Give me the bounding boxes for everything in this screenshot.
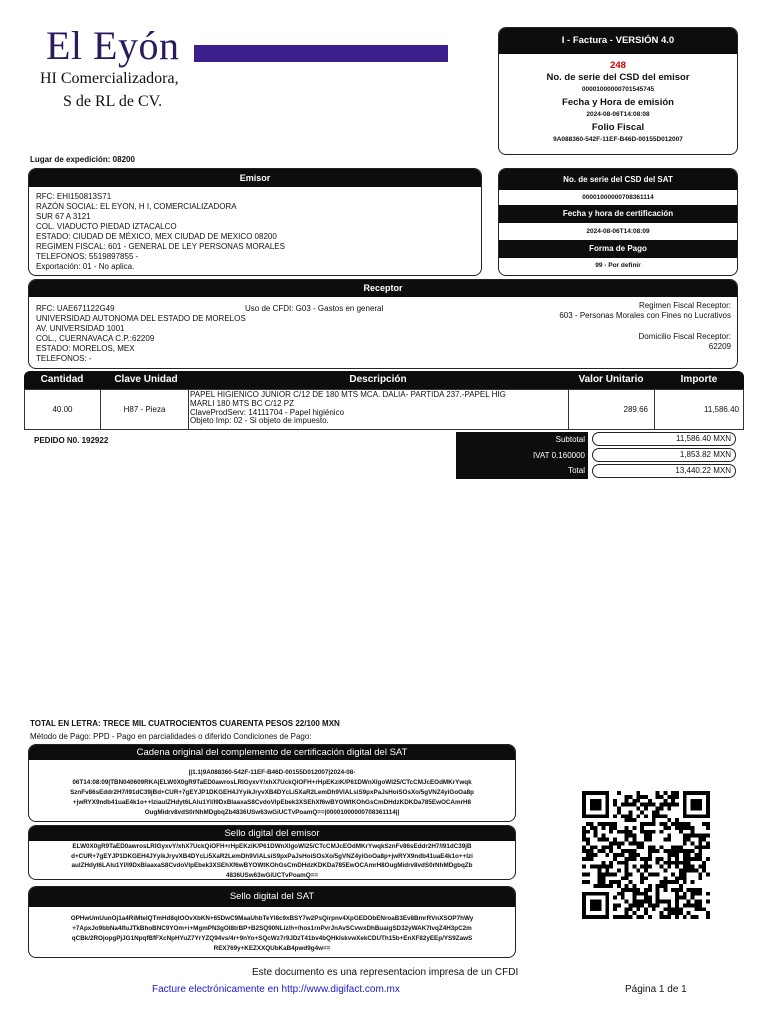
sello-sat-line: REX769y+KEZXXQUbKaB4pwd9g4w== xyxy=(213,945,331,952)
receptor-line: TELEFONOS: - xyxy=(36,354,92,363)
total-label: Subtotal xyxy=(555,435,585,444)
total-value: 11,586.40 MXN xyxy=(592,432,736,446)
sello-sat-line: OPHwUmUunOj1a4RiMteIQTmHd8qIOOvXbKN+65DwC9MaaUhbTeYl8c9xBSY7w2PsQirpnv4XpGEDObENroaB3Ev8BmrRVnXSOP7hWy xyxy=(70,915,474,922)
folio-fiscal-label: Folio Fiscal xyxy=(591,122,645,133)
emisor-line: REGIMEN FISCAL: 601 - GENERAL DE LEY PERSONAS MORALES xyxy=(36,242,285,251)
logo-accent-bar xyxy=(194,45,448,62)
cadena-title: Cadena original del complemento de certificación digital del SAT xyxy=(29,745,515,760)
row-descripcion xyxy=(189,390,569,429)
sello-sat-box xyxy=(28,886,516,958)
invoice-header-box xyxy=(498,27,738,155)
desc-line: Objeto Imp: 02 - Si objeto de impuesto. xyxy=(190,416,329,426)
col-importe: Importe xyxy=(680,374,718,385)
desc-line: MARLI 180 MTS BC C/12 PZ xyxy=(190,398,295,408)
cadena-line: 06T14:08:09|TBN040609RKA|ELW0X0gR9TaED0awrosLRIGyxvY/xhX7UckQiOFH+rHpEKziK/P61DWnXlgoWI25/CTcCMJcEOdMKrYwqk xyxy=(72,779,472,786)
sello-sat-title: Sello digital del SAT xyxy=(29,887,515,907)
sello-sat-text xyxy=(29,907,515,954)
emisor-title: Emisor xyxy=(29,169,481,187)
desc-line: PAPEL HIGIENICO JUNIOR C/12 DE 180 MTS MCA. DALIA- PARTIDA 237.-PAPEL HIG xyxy=(190,390,506,399)
company-name-line2: S de RL de CV. xyxy=(63,93,163,110)
total-label: IVAT 0.160000 xyxy=(532,450,585,460)
sello-emisor-text xyxy=(29,841,515,880)
emisor-details xyxy=(29,187,481,272)
receptor-box xyxy=(28,279,738,369)
cadena-line: SznFv86sEddr2H7/I91dC39jBd+CUR+7gEYJP1DKGEH4JYyikJryvXB4DYcLi5XaR2LemDh9VIALsiS9pxPaJsHoiSOsXo/5gVNZ4yiGoOa8p xyxy=(70,789,474,796)
total-en-letra: TOTAL EN LETRA: TRECE MIL CUATROCIENTOS CUARENTA PESOS 22/100 MXN xyxy=(30,719,340,728)
emisor-line: TELEFONOS: 5519897855 - xyxy=(36,252,139,261)
row-clave: H87 - Pieza xyxy=(101,390,189,429)
receptor-line: ESTADO: MORELOS, MEX xyxy=(36,344,135,353)
totals-values xyxy=(592,432,736,478)
receptor-title: Receptor xyxy=(29,280,737,297)
sello-sat-line: qCBk/2ROjopgPjJG1NpqfBfFXcNpHYuZ7YrYZQ94vs/4r+9nYo+SQcWz7r9JDzT41bv4bQHkIskvwXekCDUTh15b+EnXF82yEEp/YS9ZawS xyxy=(71,935,473,942)
sello-emisor-title: Sello digital del emisor xyxy=(29,826,515,841)
cadena-text xyxy=(29,760,515,818)
emisor-box xyxy=(28,168,482,276)
desc-line: ClaveProdServ: 14111704 - Papel higiénico xyxy=(190,407,345,417)
company-name-line1: HI Comercializadora, xyxy=(40,70,179,87)
receptor-details xyxy=(36,314,246,364)
items-header xyxy=(24,371,744,389)
emisor-line: SUR 67 A 3121 xyxy=(36,212,91,221)
company-logo-text: El Eyón xyxy=(46,23,180,68)
row-cantidad: 40.00 xyxy=(25,390,101,429)
emisor-line: ESTADO: CIUDAD DE MÉXICO, MEX CIUDAD DE MEXICO 08200 xyxy=(36,232,277,241)
row-importe: 11,586.40 xyxy=(704,405,739,414)
sat-info-box xyxy=(498,168,738,276)
domicilio-label: Domicilio Fiscal Receptor: xyxy=(638,332,731,341)
page-number: Página 1 de 1 xyxy=(625,984,687,995)
regimen-value: 603 - Personas Morales con Fines no Lucrativos xyxy=(559,311,731,320)
row-valor: 289.66 xyxy=(569,390,655,429)
folio-fiscal-value: 9A088360-542F-11EF-B46D-00155D012007 xyxy=(553,136,683,143)
col-cantidad: Cantidad xyxy=(40,374,84,385)
domicilio-value: 62209 xyxy=(708,342,731,351)
lugar-expedicion: Lugar de expedición: 08200 xyxy=(30,155,135,164)
receptor-regimen xyxy=(559,301,731,321)
cadena-line: +jwRYX9ndb41uaE4k1o++IziaulZHdyt6LAlu1Yl/I9DxBlaaxaS8CvdoVlpEbek3XSEhXf6wBYOWtKOhGsCmDHdzKDKDa785EwOCAmrH8 xyxy=(72,799,472,806)
col-clave-unidad: Clave Unidad xyxy=(114,374,178,385)
receptor-line: AV. UNIVERSIDAD 1001 xyxy=(36,324,125,333)
cadena-line: OugMidrv8vdS0rNhMDgbqZb4836USw63wGiUCTvPoamQ==|00001000000708361114|| xyxy=(144,809,400,816)
emisor-line: Exportación: 01 - No aplica. xyxy=(36,262,135,271)
csd-sat-value: 00001000000708361114 xyxy=(582,194,654,201)
receptor-line: UNIVERSIDAD AUTONOMA DEL ESTADO DE MORELOS xyxy=(36,314,246,323)
sello-emisor-line: 4836USw63wGiUCTvPoamQ== xyxy=(225,871,319,879)
receptor-domicilio xyxy=(639,332,731,352)
sello-emisor-line: d+CUR+7gEYJP1DKGEH4JYyikJryvXB4DYcLi5XaR2LemDh9VIALsiS9pxPaJsHoiSOsXo/5gVNZ4yiGoOa8p+jwRYX9ndb41uaE4k1o++Izi xyxy=(71,852,473,860)
sello-sat-line: +7ApxJo9bbNa4lfuJTkBhoBNC9YOm+i+MgmPN3gOI8trBP+B2SQ90NLiz/h+/hos1rnPvrJnAvSCvwxDhBuaigSD32yWAK7IvqZ4H3pC2m xyxy=(72,925,472,932)
footer-link[interactable]: Facture electrónicamente en http://www.digifact.com.mx xyxy=(152,984,400,995)
cert-value: 2024-08-06T14:08:09 xyxy=(586,228,650,235)
regimen-label: Regimen Fiscal Receptor: xyxy=(638,301,731,310)
folio-number: 248 xyxy=(610,60,626,71)
csd-sat-label: No. de serie del CSD del SAT xyxy=(499,169,737,190)
cert-label: Fecha y hora de certificación xyxy=(499,205,737,223)
footer-note: Este documento es una representacion impresa de un CFDI xyxy=(252,967,519,978)
emisor-line: COL. VIADUCTO PIEDAD IZTACALCO xyxy=(36,222,177,231)
csd-emisor-value: 00001000000701545745 xyxy=(581,86,655,93)
sello-emisor-box xyxy=(28,825,516,880)
metodo-pago: Método de Pago: PPD - Pago en parcialidades o diferido Condiciones de Pago: xyxy=(30,732,312,741)
col-descripcion: Descripción xyxy=(349,374,407,385)
fecha-emision-label: Fecha y Hora de emisión xyxy=(562,97,674,108)
col-valor-unitario: Valor Unitario xyxy=(578,374,644,385)
fecha-emision-value: 2024-08-06T14:08:08 xyxy=(586,111,650,118)
pedido-number: PEDIDO N0. 192922 xyxy=(34,436,109,445)
receptor-uso-cfdi: Uso de CFDI: G03 - Gastos en general xyxy=(245,304,384,313)
total-label: Total xyxy=(568,466,585,476)
sello-emisor-line: ELW0X0gR9TaED0awrosLRIGyxvY/xhX7UckQiOFH+rHpEKziK/P61DWnXlgoWI25/CTcCMJcEOdMKrYwqkSznFv86sEddr2H7/I91dC39jB xyxy=(72,843,472,850)
total-value: 1,853.82 MXN xyxy=(592,448,736,462)
table-row xyxy=(24,389,744,430)
cadena-original-box xyxy=(28,744,516,822)
qr-code-icon xyxy=(582,790,710,920)
cadena-line: ||1.1|9A088360-542F-11EF-B46D-00155D012007|2024-08- xyxy=(188,769,356,776)
emisor-line: RAZÓN SOCIAL: EL EYON, H I, COMERCIALIZADORA xyxy=(36,202,237,211)
forma-pago-value: 99 - Por definir xyxy=(595,262,641,269)
sello-emisor-line: aulZHdyt6LAlu1Yl/I9DxBlaaxaS8CvdoVlpEbek3XSEhXf6wBYOWtKOhGsCmDHdzKDKDa785EwOCAmrH8OugMidrv8vdS0rNhMDgbqZb xyxy=(71,862,473,869)
emisor-line: RFC: EHI150813S71 xyxy=(36,192,112,201)
total-value: 13,440.22 MXN xyxy=(592,464,736,478)
invoice-title: I - Factura - VERSIÓN 4.0 xyxy=(499,28,737,54)
totals-labels xyxy=(456,432,588,479)
receptor-line: COL., CUERNAVACA C.P.:62209 xyxy=(36,334,155,343)
forma-pago-label: Forma de Pago xyxy=(499,240,737,258)
csd-emisor-label: No. de serie del CSD del emisor xyxy=(546,72,690,83)
receptor-rfc: RFC: UAE671122G49 xyxy=(36,304,115,313)
